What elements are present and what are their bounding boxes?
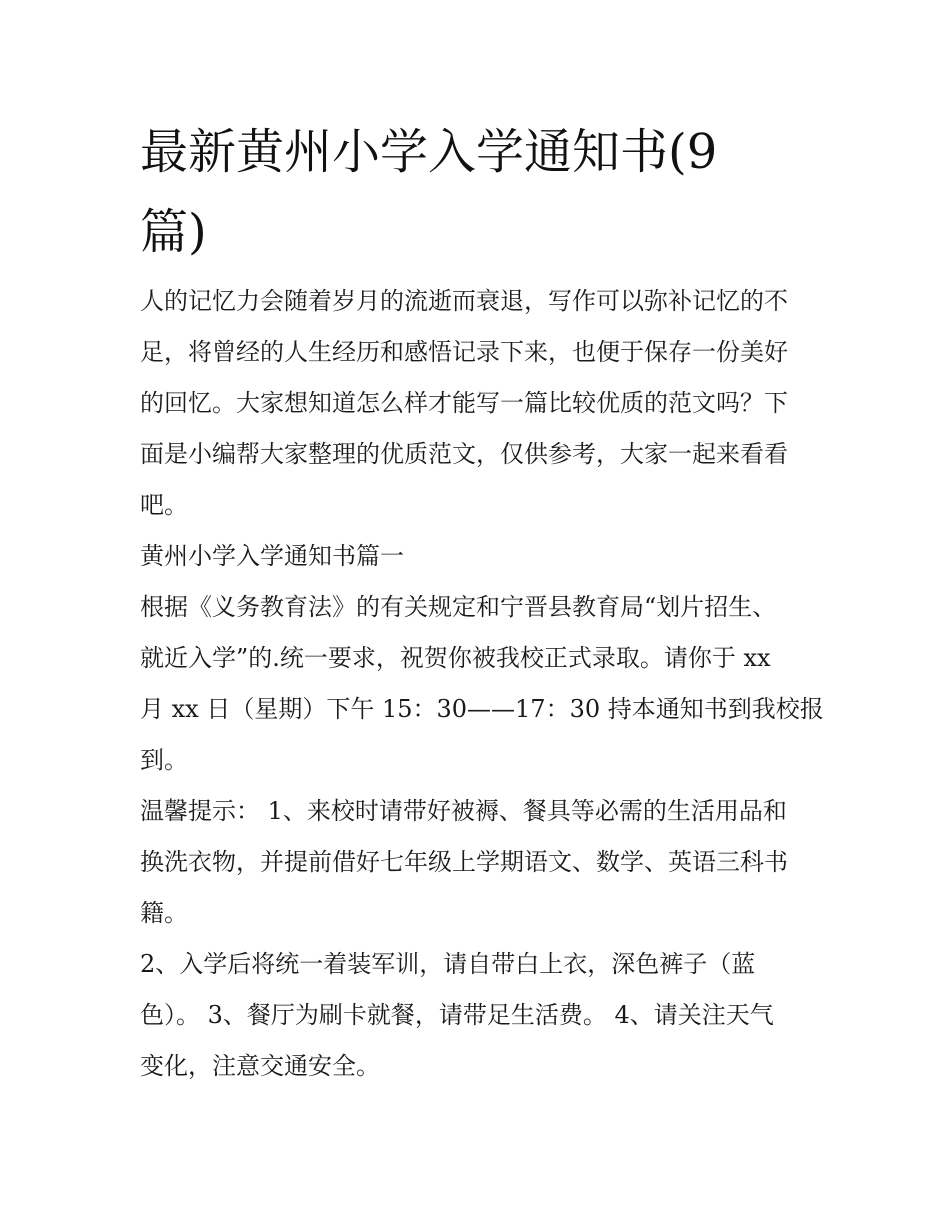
text-line: 温馨提示： 1、来校时请带好被褥、餐具等必需的生活用品和 — [140, 797, 787, 825]
text-line: 就近入学”的.统一要求，祝贺你被我校正式录取。请你于 xx — [140, 644, 771, 672]
text-line: 到。 — [140, 746, 188, 774]
text-line: 换洗衣物，并提前借好七年级上学期语文、数学、英语三科书 — [140, 848, 788, 876]
text-line: 月 xx 日（星期）下午 15：30——17：30 持本通知书到我校报 — [140, 695, 824, 723]
title-line: 最新黄州小学入学通知书(9 — [140, 124, 718, 180]
text-line: 变化，注意交通安全。 — [140, 1052, 380, 1080]
text-line: 根据《义务教育法》的有关规定和宁晋县教育局“划片招生、 — [140, 593, 777, 621]
tips-paragraph — [140, 786, 820, 939]
document-body — [140, 276, 824, 1092]
text-line: 面是小编帮大家整理的优质范文，仅供参考，大家一起来看看 — [140, 440, 788, 468]
text-line: 2、入学后将统一着装军训，请自带白上衣，深色裤子（蓝 — [140, 950, 756, 978]
text-line: 的回忆。大家想知道怎么样才能写一篇比较优质的范文吗？下 — [140, 389, 788, 417]
document-title — [140, 112, 820, 272]
title-line: 篇) — [140, 204, 207, 260]
text-line: 色）。 3、餐厅为刷卡就餐，请带足生活费。 4、请关注天气 — [140, 1001, 774, 1029]
section-heading — [140, 531, 820, 582]
text-line: 黄州小学入学通知书篇一 — [140, 542, 404, 570]
text-line: 人的记忆力会随着岁月的流逝而衰退，写作可以弥补记忆的不 — [140, 287, 788, 315]
admission-paragraph — [140, 582, 824, 786]
intro-paragraph — [140, 276, 820, 531]
text-line: 籍。 — [140, 899, 188, 927]
text-line: 足，将曾经的人生经历和感悟记录下来，也便于保存一份美好 — [140, 338, 788, 366]
text-line: 吧。 — [140, 491, 188, 519]
notes-paragraph — [140, 939, 820, 1092]
